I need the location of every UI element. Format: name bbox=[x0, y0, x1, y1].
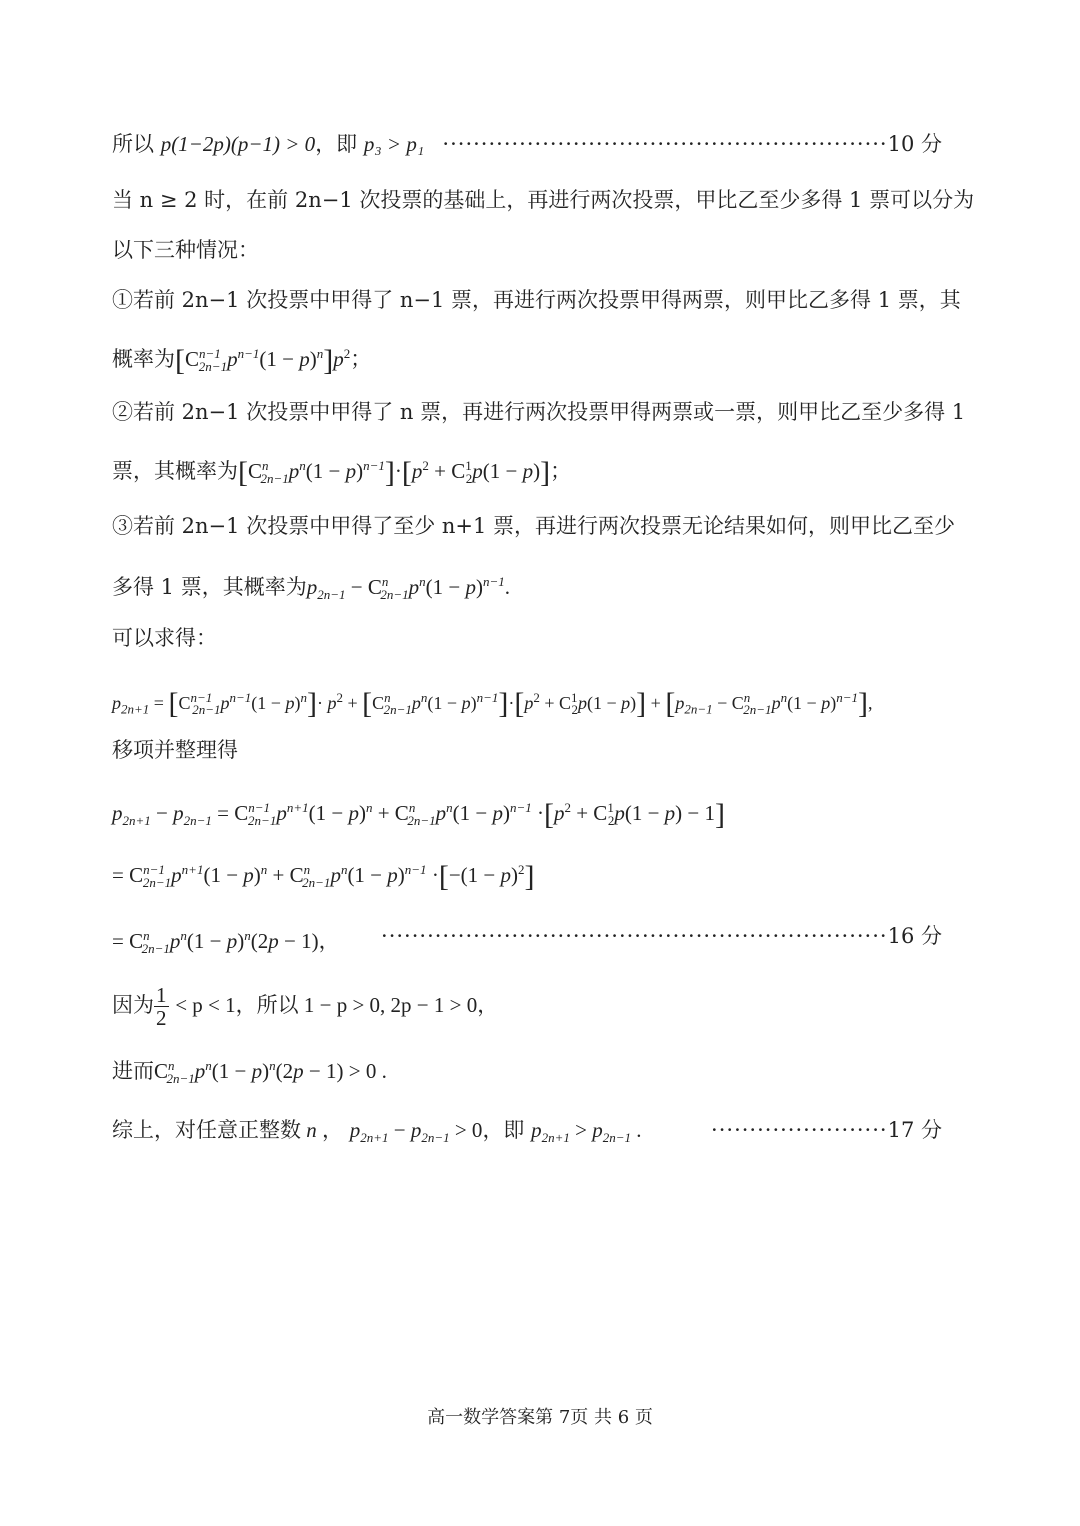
score-label: 10 分 bbox=[887, 132, 942, 156]
line-18-formula: $p_{2n+1} - p_{2n-1} > 0$ bbox=[349, 1118, 483, 1146]
fraction-one-half bbox=[154, 984, 169, 1029]
score-dots: ······················· bbox=[711, 1118, 888, 1142]
line-7-text: 票，其概率为 bbox=[112, 459, 238, 483]
line-17-text: 进而 bbox=[112, 1059, 154, 1083]
line-17 bbox=[112, 1052, 387, 1093]
line-18-formula2: $p_{2n+1} > p_{2n-1}$ . bbox=[531, 1118, 642, 1146]
line-16 bbox=[112, 984, 498, 1029]
line-7-formula: $[C^n_{2n-1}p^n(1 - p)^{n-1}]\cdot[p^2 + C^1_2p(1 - p)]$； bbox=[238, 456, 572, 489]
line-18-text2: ，即 bbox=[482, 1118, 525, 1142]
line-18: 综上，对任意正整数 n ， $p_{2n+1} - p_{2n-1} > 0$，即 $p_{2n+1} > p_{2n-1}$ . bbox=[112, 1118, 642, 1146]
line-16-text: 因为 bbox=[112, 993, 154, 1017]
line-5 bbox=[112, 340, 371, 381]
page-footer: 高一数学答案第 7页 共 6 页 bbox=[427, 1407, 653, 1428]
fraction-denominator: 2 bbox=[156, 1006, 167, 1030]
line-12: 移项并整理得 bbox=[112, 738, 238, 762]
line-1-math2: p₃ > p₁ bbox=[363, 132, 425, 156]
line-17-formula: $C^n_{2n-1}p^n(1 - p)^n(2p - 1) > 0$ . bbox=[154, 1058, 387, 1087]
score-dots: ·································································· bbox=[381, 924, 888, 948]
line-8: ③若前 2n−1 次投票中甲得了至少 n+1 票，再进行两次投票无论结果如何，则甲比乙至少 bbox=[112, 514, 956, 538]
line-2: 当 n ≥ 2 时，在前 2n−1 次投票的基础上，再进行两次投票，甲比乙至少多得 1 票可以分为 bbox=[112, 188, 975, 212]
line-9-text: 多得 1 票，其概率为 bbox=[112, 575, 307, 599]
line-1-math: p(1−2p)(p−1) > 0 bbox=[160, 132, 316, 156]
score-label: 17 分 bbox=[887, 1118, 942, 1142]
line-9-formula: $p_{2n-1} - C^n_{2n-1}p^n(1 - p)^{n-1}$. bbox=[306, 574, 511, 603]
line-3: 以下三种情况： bbox=[112, 238, 259, 262]
line-5-formula: $[C^{n-1}_{2n-1}p^{n-1}(1 - p)^n]p^2$； bbox=[175, 344, 372, 377]
line-11-formula: $p_{2n+1} = [C^{n-1}_{2n-1}p^{n-1}(1 - p)^n]\cdot p^2 + [C^n_{2n-1}p^n(1 - p)^{n-1}]\cdot[p^2 + C^1_2p(1 - p)] + [p_{2n-1} - C^n_{2n-1}p^n(1 - p)^{n-1}]$, bbox=[112, 687, 873, 720]
line-1-text2: ，即 bbox=[315, 132, 358, 156]
line-14-formula: = $C^{n-1}_{2n-1}p^{n+1}(1 - p)^n + C^n_{2n-1}p^n(1 - p)^{n-1} \cdot[-(1 - p)^2]$ bbox=[112, 860, 535, 893]
line-15-formula: = $C^n_{2n-1}p^n(1 - p)^n(2p - 1)$， bbox=[112, 928, 340, 957]
score-16 bbox=[381, 922, 942, 950]
fraction-numerator: 1 bbox=[156, 983, 167, 1007]
line-4: ①若前 2n−1 次投票中甲得了 n−1 票，再进行两次投票甲得两票，则甲比乙多得 1 票，其 bbox=[112, 288, 961, 312]
line-6: ②若前 2n−1 次投票中甲得了 n 票，再进行两次投票甲得两票或一票，则甲比乙至少多得 1 bbox=[112, 400, 966, 424]
score-label: 16 分 bbox=[887, 924, 942, 948]
line-10: 可以求得： bbox=[112, 626, 217, 650]
score-17 bbox=[711, 1116, 942, 1144]
line-5-text: 概率为 bbox=[112, 347, 175, 371]
line-18-text: 综上，对任意正整数 bbox=[112, 1118, 301, 1142]
line-16-math: < p < 1，所以 1 − p > 0, 2p − 1 > 0， bbox=[175, 993, 499, 1017]
line-9 bbox=[112, 568, 510, 609]
line-13-formula: $p_{2n+1} - p_{2n-1} = C^{n-1}_{2n-1}p^{n+1}(1 - p)^n + C^n_{2n-1}p^n(1 - p)^{n-1} \cdot[p^2 + C^1_2p(1 - p) - 1]$ bbox=[112, 798, 726, 831]
line-1-text: 所以 bbox=[112, 132, 154, 156]
score-10 bbox=[442, 130, 942, 158]
line-7 bbox=[112, 452, 571, 493]
line-1 bbox=[112, 130, 424, 158]
score-dots: ·························································· bbox=[442, 132, 888, 156]
